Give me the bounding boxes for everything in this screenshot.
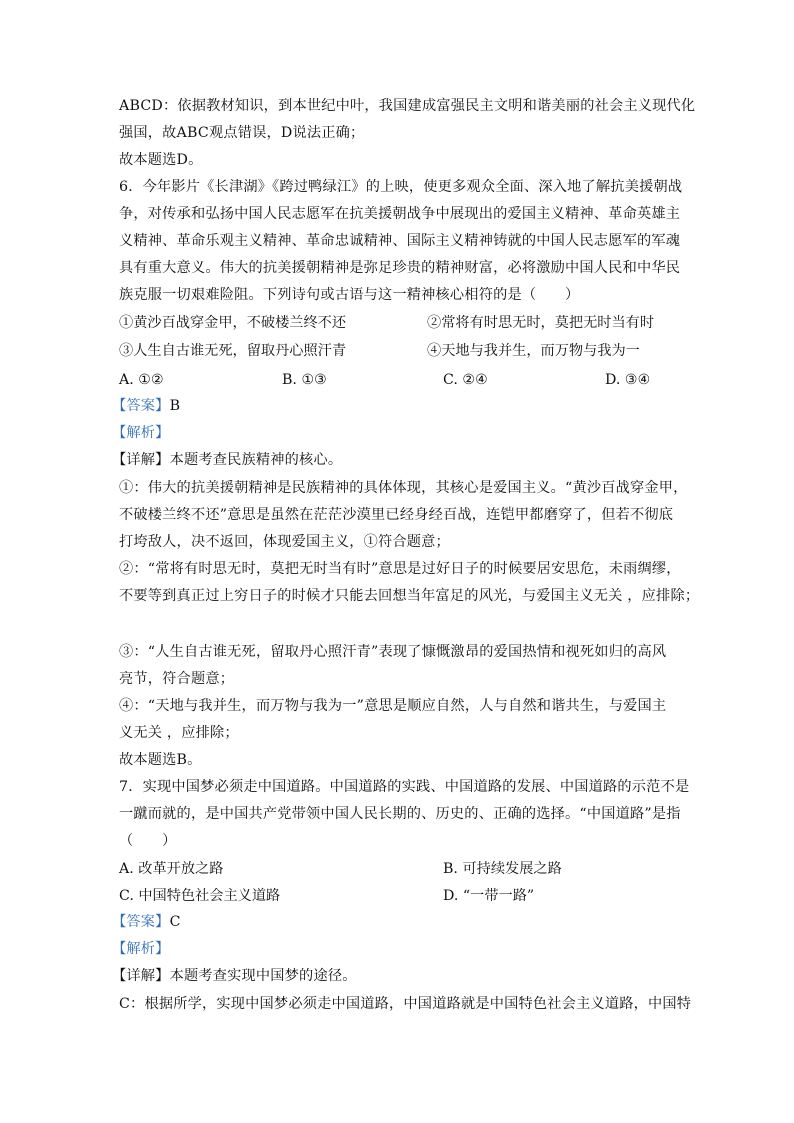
explanation-line: ①：伟大的抗美援朝精神是民族精神的具体体现，其核心是爱国主义。“黄沙百战穿金甲， [119,480,688,496]
text-line: 故本题选D。 [119,152,203,168]
text-line: 义精神、革命乐观主义精神、革命忠诚精神、国际主义精神铸就的中国人民志愿军的军魂 [119,233,681,249]
q7-option-b: B. 可持续发展之路 [443,861,562,877]
explanation-line: C：根据所学，实现中国梦必须走中国道路，中国道路就是中国特色社会主义道路，中国特 [119,996,692,1012]
detail-tag: 【详解】 [112,968,170,984]
text-line: 一蹴而就的，是中国共产党带领中国人民长期的、历史的、正确的选择。“中国道路”是指 [119,806,681,822]
q6-option-b: B. ①③ [282,372,327,388]
question-7-stem: 7．实现中国梦必须走中国道路。中国道路的实践、中国道路的发展、中国道路的示范不是 [119,779,690,795]
detail-text: 本题考查实现中国梦的途径。 [169,968,357,984]
q7-analysis-tag: 【解析】 [112,941,170,957]
q6-statement-3: ③人生自古谁无死，留取丹心照汗青 [119,343,347,359]
q6-statement-2: ②常将有时思无时，莫把无时当有时 [427,315,655,331]
question-6-stem: 6．今年影片《长津湖》《跨过鸭绿江》的上映，使更多观众全面、深入地了解抗美援朝战 [119,179,683,195]
text-line: 具有重大意义。伟大的抗美援朝精神是弥足珍贵的精神财富，必将激励中国人民和中华民 [119,260,681,276]
q6-option-a: A. ①② [119,372,164,388]
detail-tag: 【详解】 [112,452,170,468]
detail-text: 本题考查民族精神的核心。 [169,452,343,468]
text-line: ABCD：依据教材知识，到本世纪中叶，我国建成富强民主文明和谐美丽的社会主义现代化 [119,98,696,114]
text-line: 争，对传承和弘扬中国人民志愿军在抗美援朝战争中展现出的爱国主义精神、革命英雄主 [119,206,681,222]
explanation-line: ③：“人生自古谁无死，留取丹心照汗青”表现了慷慨激昂的爱国热情和视死如归的高风 [119,644,667,660]
q7-option-a: A. 改革开放之路 [119,861,224,877]
q6-statement-1: ①黄沙百战穿金甲，不破楼兰终不还 [119,315,347,331]
q7-answer [112,912,181,932]
explanation-line: 故本题选B。 [119,752,202,768]
text-line: （ ） [119,833,177,849]
q6-statement-4: ④天地与我并生，而万物与我为一 [427,343,640,359]
explanation-line: ②：“常将有时思无时，莫把无时当有时”意思是过好日子的时候要居安思危，未雨绸缪， [119,561,681,577]
explanation-line: 打垮敌人，决不返回，体现爱国主义，①符合题意； [119,534,450,550]
explanation-line: ④：“天地与我并生，而万物与我为一”意思是顺应自然，人与自然和谐共生，与爱国主 [119,698,667,714]
q6-option-c: C. ②④ [443,372,488,388]
explanation-line: 义无关 ，应排除； [119,725,239,741]
q7-option-c: C. 中国特色社会主义道路 [119,888,281,904]
explanation-line: 不要等到真正过上穷日子的时候才只能去回想当年富足的风光，与爱国主义无关 ，应排除； [119,588,700,604]
answer-tag: 【答案】 [112,914,170,930]
q6-option-d: D. ③④ [605,372,651,388]
text-line: 强国，故ABC观点错误，D说法正确； [119,125,365,141]
q7-option-d: D. “一带一路” [443,888,535,904]
answer-tag: 【答案】 [112,398,170,414]
answer-value: B [169,398,181,414]
q6-answer [112,396,180,416]
text-line: 族克服一切艰难险阻。下列诗句或古语与这一精神核心相符的是（ ） [119,287,580,303]
q6-detail [112,450,342,470]
q7-detail [112,966,357,986]
answer-value: C [169,914,181,930]
explanation-line: 亮节，符合题意； [119,671,235,687]
explanation-line: 不破楼兰终不还”意思是虽然在茫茫沙漠里已经身经百战，连铠甲都磨穿了，但若不彻底 [119,507,674,523]
q6-analysis-tag: 【解析】 [112,425,170,441]
